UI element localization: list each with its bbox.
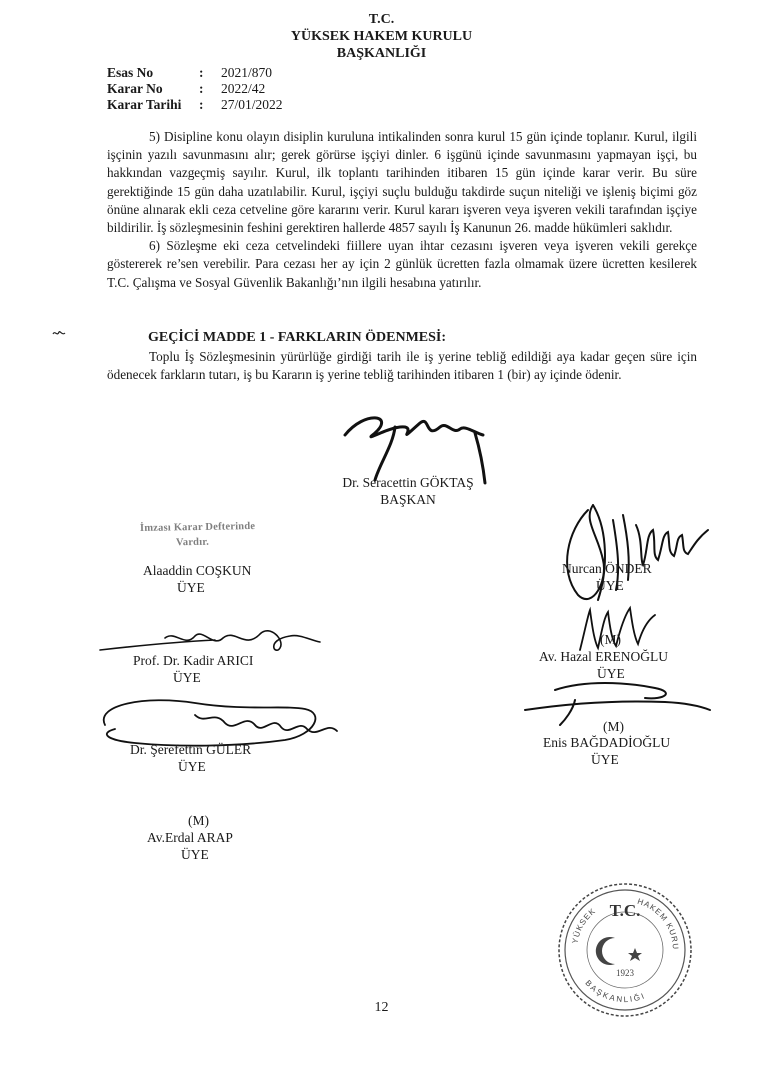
hazal-name: Av. Hazal ERENOĞLU (539, 649, 668, 664)
paragraph-5: 5) Disipline konu olayın disiplin kuruluna intikalinden sonra kurul 15 gün içinde toplanır. Kurul, ilgili işçinin yazılı savunmasını alır; gerek görürse işçiyi dinler. 6 işgünü içinde savunmasını yapmayan işçi, bu hakkından vazgeçmiş sayılır. Kurul, ilk toplantı tarihinden itibaren 15 gün içinde karar verir. Bu süre gerektiğinde 15 gün daha uzatılabilir. Kurul, işçiyi suçlu bulduğu takdirde suçun niteliği ve işleniş biçimi göz önüne alınarak ekli ceza cetveline göre kararını verir. Kurul kararı işveren veya işveren vekili tarafından işçiye bildirilir. İş sözleşmesinin feshini gerektiren hallerde 4857 sayılı İş Kanunun 26. madde hükümleri saklıdır. (107, 129, 697, 236)
seal-arc-left: YÜKSEK (570, 906, 598, 945)
meta-label: Esas No (107, 65, 154, 80)
body-text (107, 128, 697, 292)
enis-title: ÜYE (591, 752, 619, 767)
stamp-note-line1: İmzası Karar Defterinde (139, 520, 256, 535)
serefettin-block (130, 741, 251, 775)
nurcan-title: ÜYE (596, 578, 624, 593)
enis-block (543, 734, 670, 768)
erdal-mark: (M) (188, 813, 209, 828)
kadir-name: Prof. Dr. Kadir ARICI (133, 653, 254, 668)
page-number: 12 (374, 1000, 389, 1015)
kadir-title: ÜYE (173, 670, 201, 685)
paragraph-6: 6) Sözleşme eki ceza cetvelindeki fiillere uyan ihtar cezasını işveren veya işveren vekili gerekçe göstererek re’sen verebilir. Para cezası her ay için 2 günlük ücretten fazla olmamak üzere ücretten kesilerek T.C. Çalışma ve Sosyal Güvenlik Bakanlığı’nın ilgili hesabına yatırılır. (107, 238, 697, 290)
header-institution: YÜKSEK HAKEM KURULU (290, 29, 473, 44)
nurcan-name: Nurcan ÖNDER (562, 561, 652, 576)
meta-value: 2022/42 (221, 81, 266, 96)
official-seal-icon (551, 873, 695, 1020)
header-presidency: BAŞKANLIĞI (336, 46, 427, 61)
meta-label: Karar No (107, 81, 163, 96)
meta-esas-no (107, 65, 272, 81)
seal-bottom-text: BAŞKANLIĞI (583, 978, 648, 1005)
meta-label: Karar Tarihi (107, 97, 182, 112)
svg-text:YÜKSEK (570, 906, 597, 944)
enis-name: Enis BAĞDADİOĞLU (543, 735, 671, 750)
meta-karar-no (107, 81, 265, 97)
erdal-name: Av.Erdal ARAP (147, 830, 233, 845)
meta-colon: : (199, 97, 204, 112)
erdal-block (147, 829, 233, 863)
erdal-title: ÜYE (181, 847, 209, 862)
alaaddin-title: ÜYE (177, 580, 205, 595)
baskan-name: Dr. Seracettin GÖKTAŞ (342, 475, 474, 490)
header-tc: T.C. (368, 12, 395, 27)
serefettin-title: ÜYE (178, 759, 206, 774)
hazal-title: ÜYE (597, 666, 625, 681)
gecici-madde-body (107, 348, 697, 384)
baskan-block (318, 474, 498, 508)
nurcan-block (562, 560, 652, 594)
meta-colon: : (199, 81, 204, 96)
serefettin-name: Dr. Şerefettin GÜLER (130, 742, 252, 757)
kadir-block (133, 652, 253, 686)
nurcan-signature-icon (548, 490, 718, 615)
stamp-note-line2: Vardır. (175, 536, 210, 549)
baskan-title: BAŞKAN (380, 492, 436, 507)
alaaddin-name: Alaaddin COŞKUN (143, 563, 252, 578)
gecici-madde-text: Toplu İş Sözleşmesinin yürürlüğe girdiği tarih ile iş yerine tebliğ edildiği aya kadar geçen süre için ödenecek farkların tutarı, iş bu Kararın iş yerine tebliğ tarihinden itibaren 1 (bir) ay içinde ödenir. (107, 349, 697, 383)
meta-value: 27/01/2022 (221, 97, 283, 112)
gecici-madde-title: GEÇİCİ MADDE 1 - FARKLARIN ÖDENMESİ: (148, 330, 447, 345)
meta-karar-tarihi (107, 97, 283, 113)
seal-top-text: T.C. (609, 901, 641, 920)
enis-mark: (M) (603, 719, 624, 734)
seal-arc-right: HAKEM KURULU (551, 873, 681, 951)
hazal-mark: (M) (600, 632, 621, 647)
margin-mark-icon (52, 328, 66, 338)
meta-value: 2021/870 (221, 65, 273, 80)
seal-year: 1923 (616, 968, 634, 978)
meta-colon: : (199, 65, 204, 80)
alaaddin-block (143, 562, 251, 596)
